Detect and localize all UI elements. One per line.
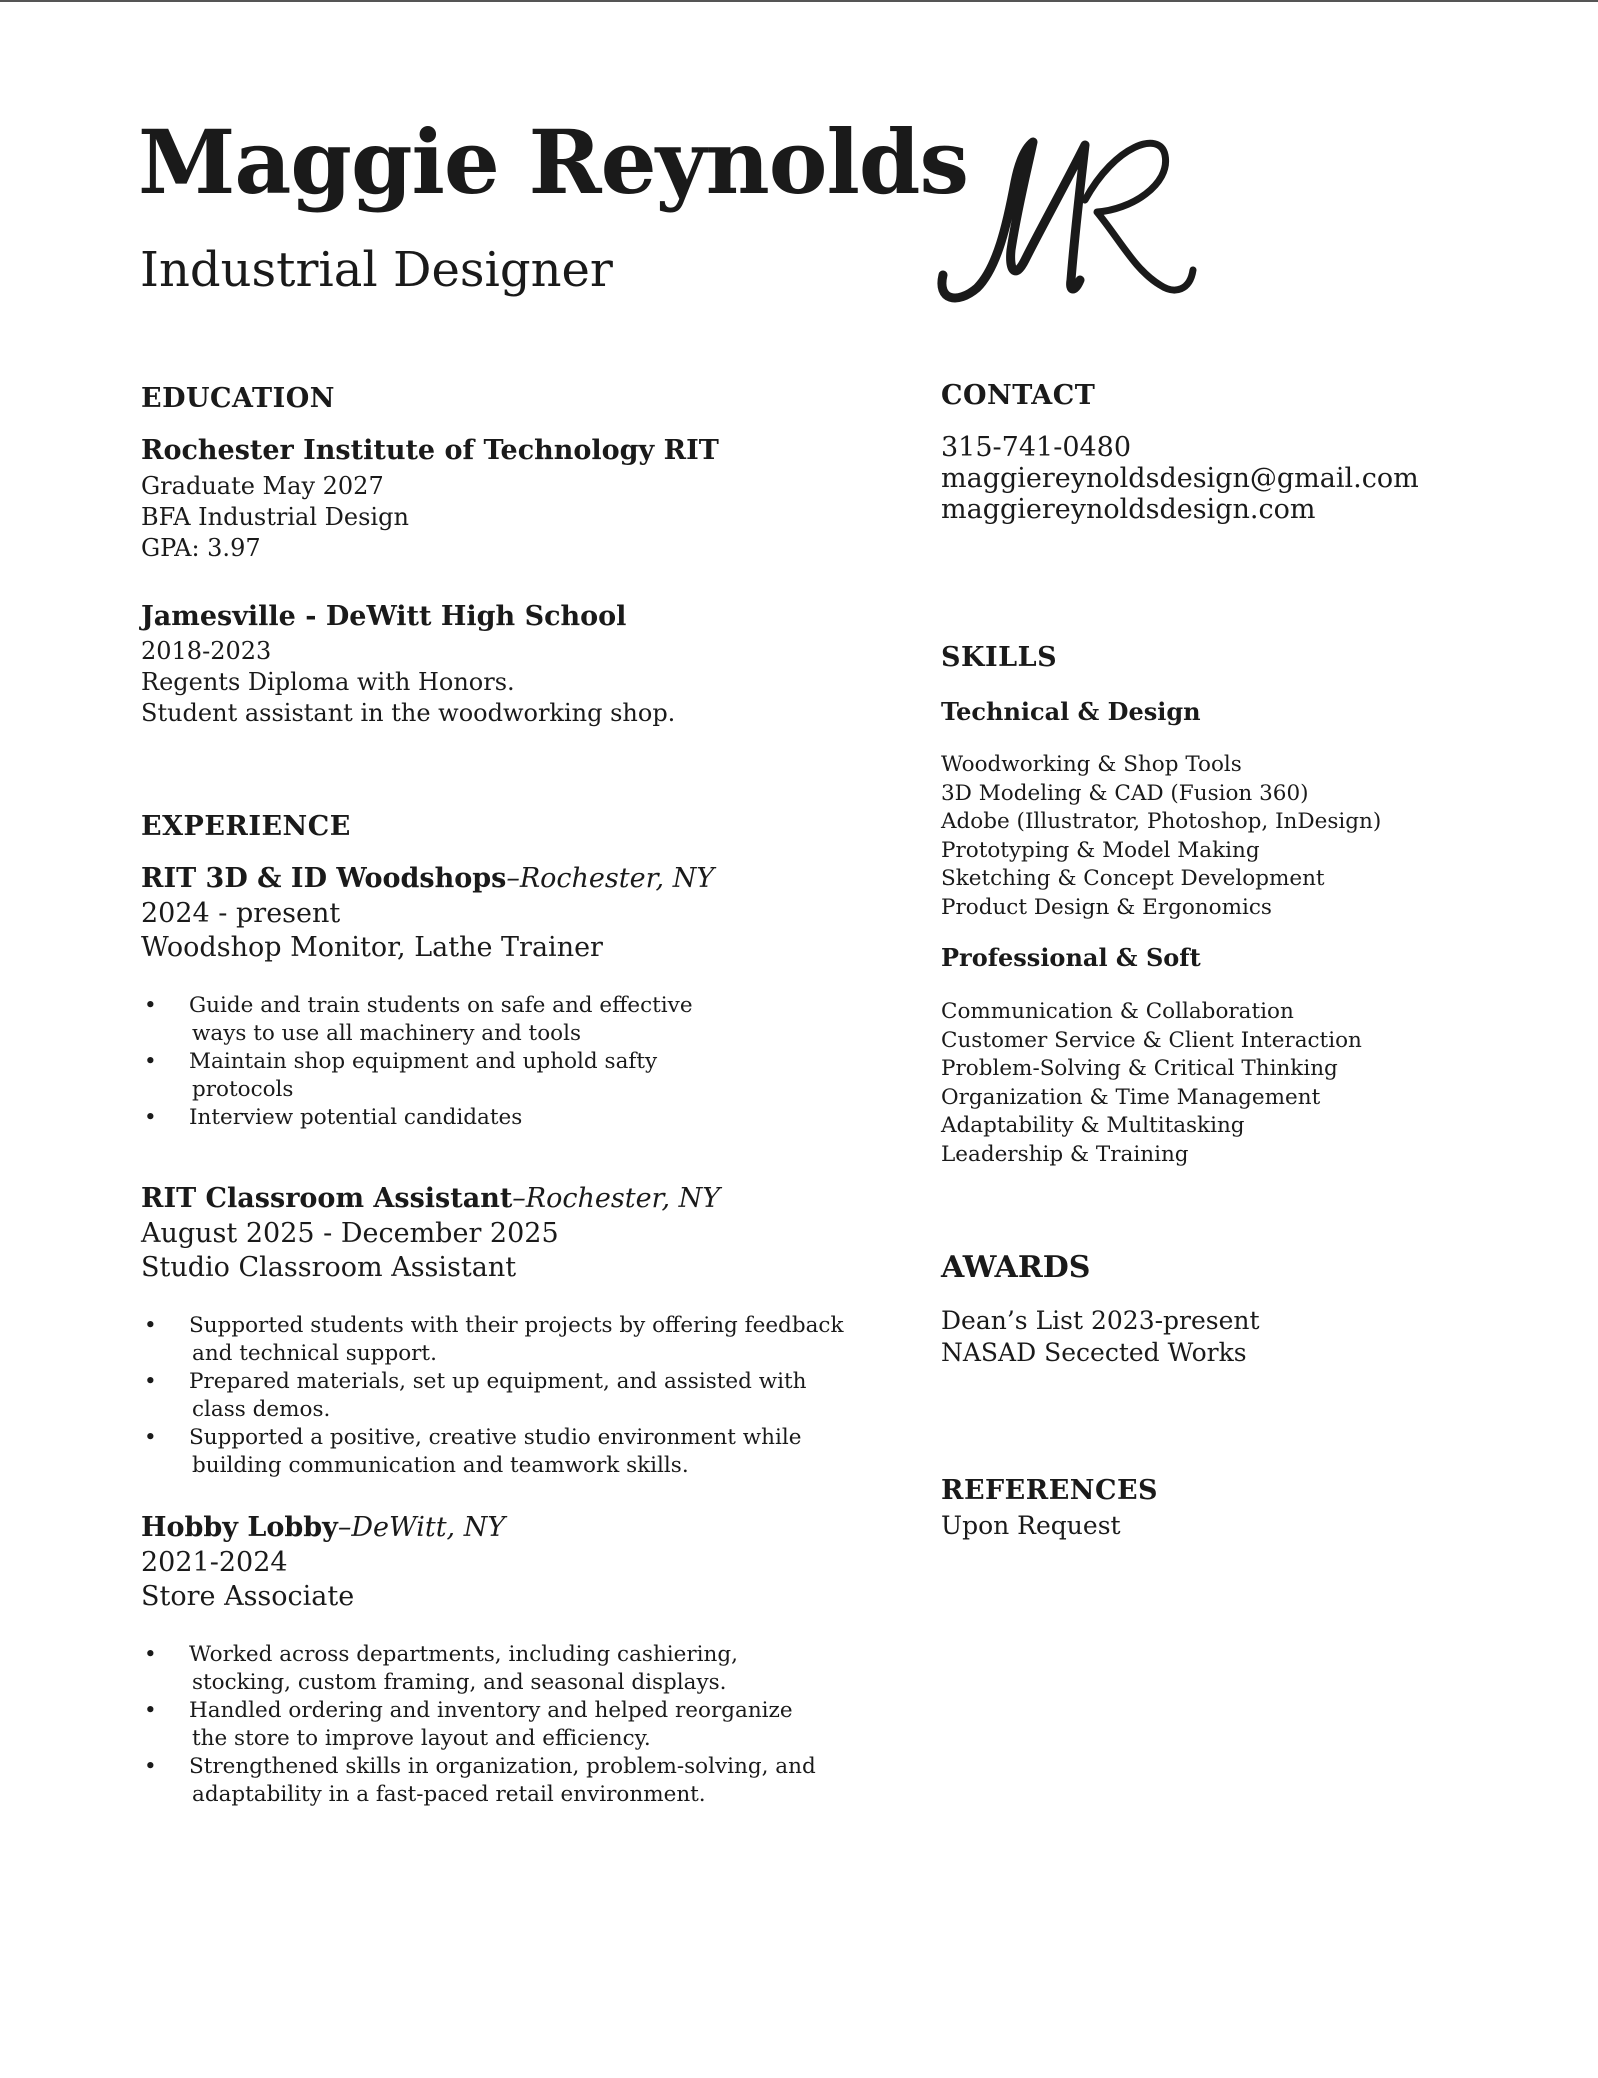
- award-item: NASAD Secected Works: [941, 1338, 1247, 1367]
- bullet-icon: •: [144, 993, 157, 1018]
- bullet-icon: •: [144, 1049, 157, 1074]
- resume-name: Maggie Reynolds: [138, 110, 968, 214]
- bullet-icon: •: [144, 1105, 157, 1130]
- bullet-icon: •: [144, 1698, 157, 1723]
- awards-list: [941, 1305, 1260, 1369]
- skill-item: Communication & Collaboration: [941, 999, 1294, 1024]
- job-title-line: [141, 1512, 505, 1543]
- experience-heading: EXPERIENCE: [141, 811, 351, 842]
- education-detail: 2018-2023: [141, 637, 272, 665]
- education-entry-details: [141, 636, 675, 729]
- awards-heading: AWARDS: [941, 1250, 1091, 1285]
- job-bullet-list: [141, 1641, 816, 1809]
- job-location: –DeWitt, NY: [337, 1512, 506, 1543]
- monogram-logo: [935, 130, 1205, 305]
- job-bullet: • Interview potential candidates: [144, 1105, 523, 1130]
- job-bullet-list: [141, 992, 693, 1132]
- skill-item: Adaptability & Multitasking: [941, 1113, 1245, 1138]
- bullet-icon: •: [144, 1425, 157, 1450]
- education-school: Jamesville - DeWitt High School: [141, 601, 627, 632]
- contact-heading: CONTACT: [941, 380, 1096, 411]
- skill-item: Organization & Time Management: [941, 1084, 1321, 1110]
- skill-item: Leadership & Training: [941, 1141, 1189, 1167]
- references-heading: REFERENCES: [941, 1475, 1159, 1506]
- skill-item: Sketching & Concept Development: [941, 866, 1325, 891]
- job-dates: August 2025 - December 2025: [141, 1218, 559, 1249]
- job-location: –Rochester, NY: [512, 1183, 721, 1214]
- job-bullet: • Supported students with their projects by offering feedback and technical support.: [144, 1313, 844, 1366]
- job-employer: RIT 3D & ID Woodshops: [141, 863, 507, 894]
- job-bullet: • Maintain shop equipment and uphold safty protocols: [144, 1049, 658, 1102]
- skill-item: Woodworking & Shop Tools: [941, 752, 1242, 777]
- education-entry-details: [141, 471, 409, 564]
- contact-phone[interactable]: 315-741-0480: [941, 432, 1132, 463]
- job-bullet: • Prepared materials, set up equipment, and assisted with class demos.: [144, 1369, 807, 1422]
- bullet-icon: •: [144, 1642, 157, 1667]
- job-dates: 2021-2024: [141, 1547, 288, 1578]
- job-bullet-list: [141, 1312, 843, 1480]
- skill-item: Customer Service & Client Interaction: [941, 1027, 1362, 1053]
- job-employer: Hobby Lobby: [141, 1512, 338, 1543]
- education-detail: Graduate May 2027: [141, 472, 384, 500]
- education-detail: GPA: 3.97: [141, 534, 261, 562]
- education-detail: BFA Industrial Design: [141, 503, 409, 531]
- skills-heading: SKILLS: [941, 642, 1058, 673]
- contact-email[interactable]: maggiereynoldsdesign@gmail.com: [941, 463, 1419, 494]
- job-bullet: • Strengthened skills in organization, problem-solving, and adaptability in a fast-paced retail environment.: [144, 1754, 816, 1807]
- job-bullet: • Worked across departments, including cashiering, stocking, custom framing, and seasonal displays.: [144, 1642, 738, 1695]
- education-school: Rochester Institute of Technology RIT: [141, 435, 719, 466]
- job-bullet: • Guide and train students on safe and effective ways to use all machinery and tools: [144, 993, 693, 1046]
- job-bullet: • Handled ordering and inventory and helped reorganize the store to improve layout and efficiency.: [144, 1698, 793, 1751]
- skill-item: Problem-Solving & Critical Thinking: [941, 1056, 1338, 1081]
- job-title-line: [141, 1183, 720, 1214]
- job-role: Studio Classroom Assistant: [141, 1252, 517, 1283]
- job-employer: RIT Classroom Assistant: [141, 1183, 513, 1214]
- bullet-icon: •: [144, 1754, 157, 1779]
- contact-details: [941, 432, 1419, 525]
- skill-item: 3D Modeling & CAD (Fusion 360): [941, 780, 1309, 806]
- skill-item: Adobe (Illustrator, Photoshop, InDesign): [941, 809, 1382, 834]
- top-border: [0, 0, 1598, 2]
- resume-job-title: Industrial Designer: [140, 242, 613, 298]
- job-dates: 2024 - present: [141, 898, 341, 929]
- contact-website[interactable]: maggiereynoldsdesign.com: [941, 494, 1316, 525]
- job-role: Store Associate: [141, 1581, 355, 1612]
- skills-group-title: Technical & Design: [941, 697, 1201, 726]
- skills-group-list: [941, 998, 1362, 1169]
- bullet-icon: •: [144, 1369, 157, 1394]
- job-bullet: • Supported a positive, creative studio environment while building communication and teamwork skills.: [144, 1425, 802, 1478]
- skill-item: Prototyping & Model Making: [941, 837, 1260, 863]
- skill-item: Product Design & Ergonomics: [941, 894, 1272, 920]
- education-heading: EDUCATION: [141, 383, 335, 414]
- skills-group-list: [941, 751, 1381, 922]
- job-title-line: [141, 863, 714, 894]
- education-detail: Student assistant in the woodworking shop.: [141, 699, 676, 727]
- award-item: Dean’s List 2023-present: [941, 1306, 1260, 1335]
- job-location: –Rochester, NY: [506, 863, 715, 894]
- job-role: Woodshop Monitor, Lathe Trainer: [141, 932, 603, 963]
- bullet-icon: •: [144, 1313, 157, 1338]
- references-text: Upon Request: [941, 1511, 1121, 1540]
- skills-group-title: Professional & Soft: [941, 943, 1201, 972]
- education-detail: Regents Diploma with Honors.: [141, 668, 515, 696]
